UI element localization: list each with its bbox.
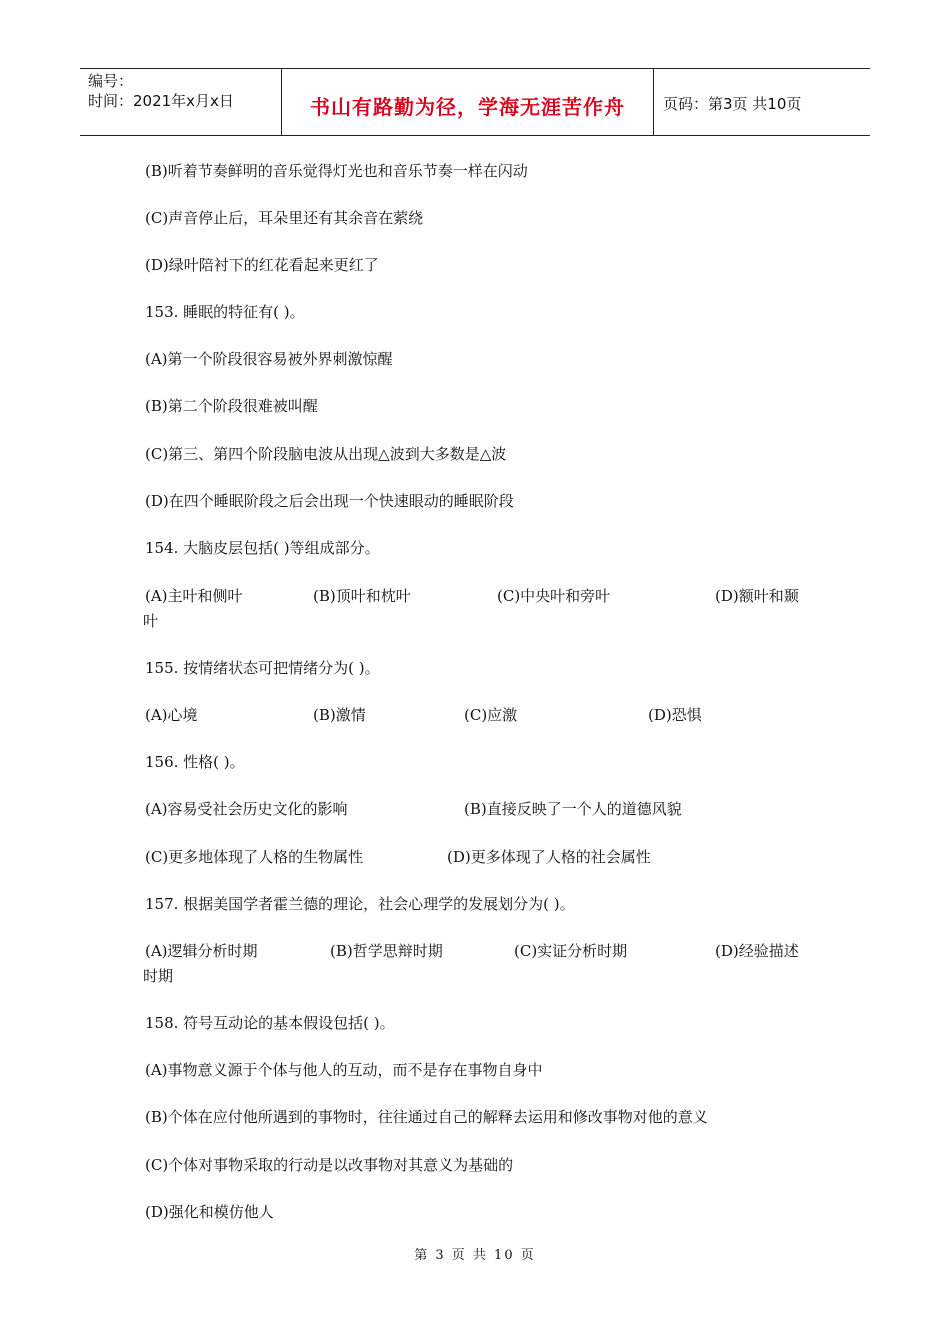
option-text: (B)第二个阶段很难被叫醒 [145, 397, 318, 415]
option-text: (A)主叶和侧叶 [145, 587, 243, 605]
option-text: (C)个体对事物采取的行动是以改事物对其意义为基础的 [145, 1156, 514, 1174]
option-text: (D)在四个睡眠阶段之后会出现一个快速眼动的睡眠阶段 [145, 492, 514, 510]
question-text: 158. 符号互动论的基本假设包括( )。 [145, 1014, 395, 1032]
option-text: (C)第三、第四个阶段脑电波从出现△波到大多数是△波 [145, 445, 507, 463]
option-text: (B)激情 [313, 706, 366, 724]
header-page-number: 页码：第3页 共10页 [663, 95, 802, 113]
option-text: (D)恐惧 [648, 706, 702, 724]
question-text: 157. 根据美国学者霍兰德的理论，社会心理学的发展划分为( )。 [145, 895, 575, 913]
option-text: (B)直接反映了一个人的道德风貌 [464, 800, 682, 818]
option-text: (D)强化和模仿他人 [145, 1203, 274, 1221]
page-footer: 第 3 页 共 10 页 [414, 1248, 536, 1263]
question-text: 155. 按情绪状态可把情绪分为( )。 [145, 659, 380, 677]
option-text-continued: 叶 [143, 612, 159, 630]
question-text: 156. 性格( )。 [145, 753, 245, 771]
page-header [80, 68, 870, 136]
option-text: (C)更多地体现了人格的生物属性 [145, 848, 364, 866]
option-text: (A)逻辑分析时期 [145, 942, 258, 960]
option-text: (A)容易受社会历史文化的影响 [145, 800, 348, 818]
option-text: (B)听着节奏鲜明的音乐觉得灯光也和音乐节奏一样在闪动 [145, 162, 528, 180]
option-text: (A)事物意义源于个体与他人的互动，而不是存在事物自身中 [145, 1061, 543, 1079]
header-motto: 书山有路勤为径，学海无涯苦作舟 [310, 95, 625, 119]
option-text: (D)额叶和颞 [715, 587, 799, 605]
option-text: (B)个体在应付他所遇到的事物时，往往通过自己的解释去运用和修改事物对他的意义 [145, 1108, 708, 1126]
option-text: (C)应激 [464, 706, 518, 724]
question-text: 154. 大脑皮层包括( )等组成部分。 [145, 539, 380, 557]
option-text: (C)声音停止后，耳朵里还有其余音在萦绕 [145, 209, 424, 227]
option-text: (D)经验描述 [715, 942, 799, 960]
option-text: (B)哲学思辩时期 [330, 942, 443, 960]
header-divider [653, 69, 654, 135]
option-text: (D)绿叶陪衬下的红花看起来更红了 [145, 256, 379, 274]
option-text: (D)更多体现了人格的社会属性 [447, 848, 651, 866]
document-number-label: 编号： [88, 72, 134, 90]
option-text: (B)顶叶和枕叶 [313, 587, 411, 605]
option-text-continued: 时期 [143, 967, 174, 985]
option-text: (A)心境 [145, 706, 198, 724]
document-date-label: 时间：2021年x月x日 [88, 92, 234, 110]
header-meta [88, 71, 234, 111]
option-text: (A)第一个阶段很容易被外界刺激惊醒 [145, 350, 393, 368]
option-text: (C)中央叶和旁叶 [497, 587, 611, 605]
option-text: (C)实证分析时期 [514, 942, 628, 960]
question-text: 153. 睡眠的特征有( )。 [145, 303, 305, 321]
